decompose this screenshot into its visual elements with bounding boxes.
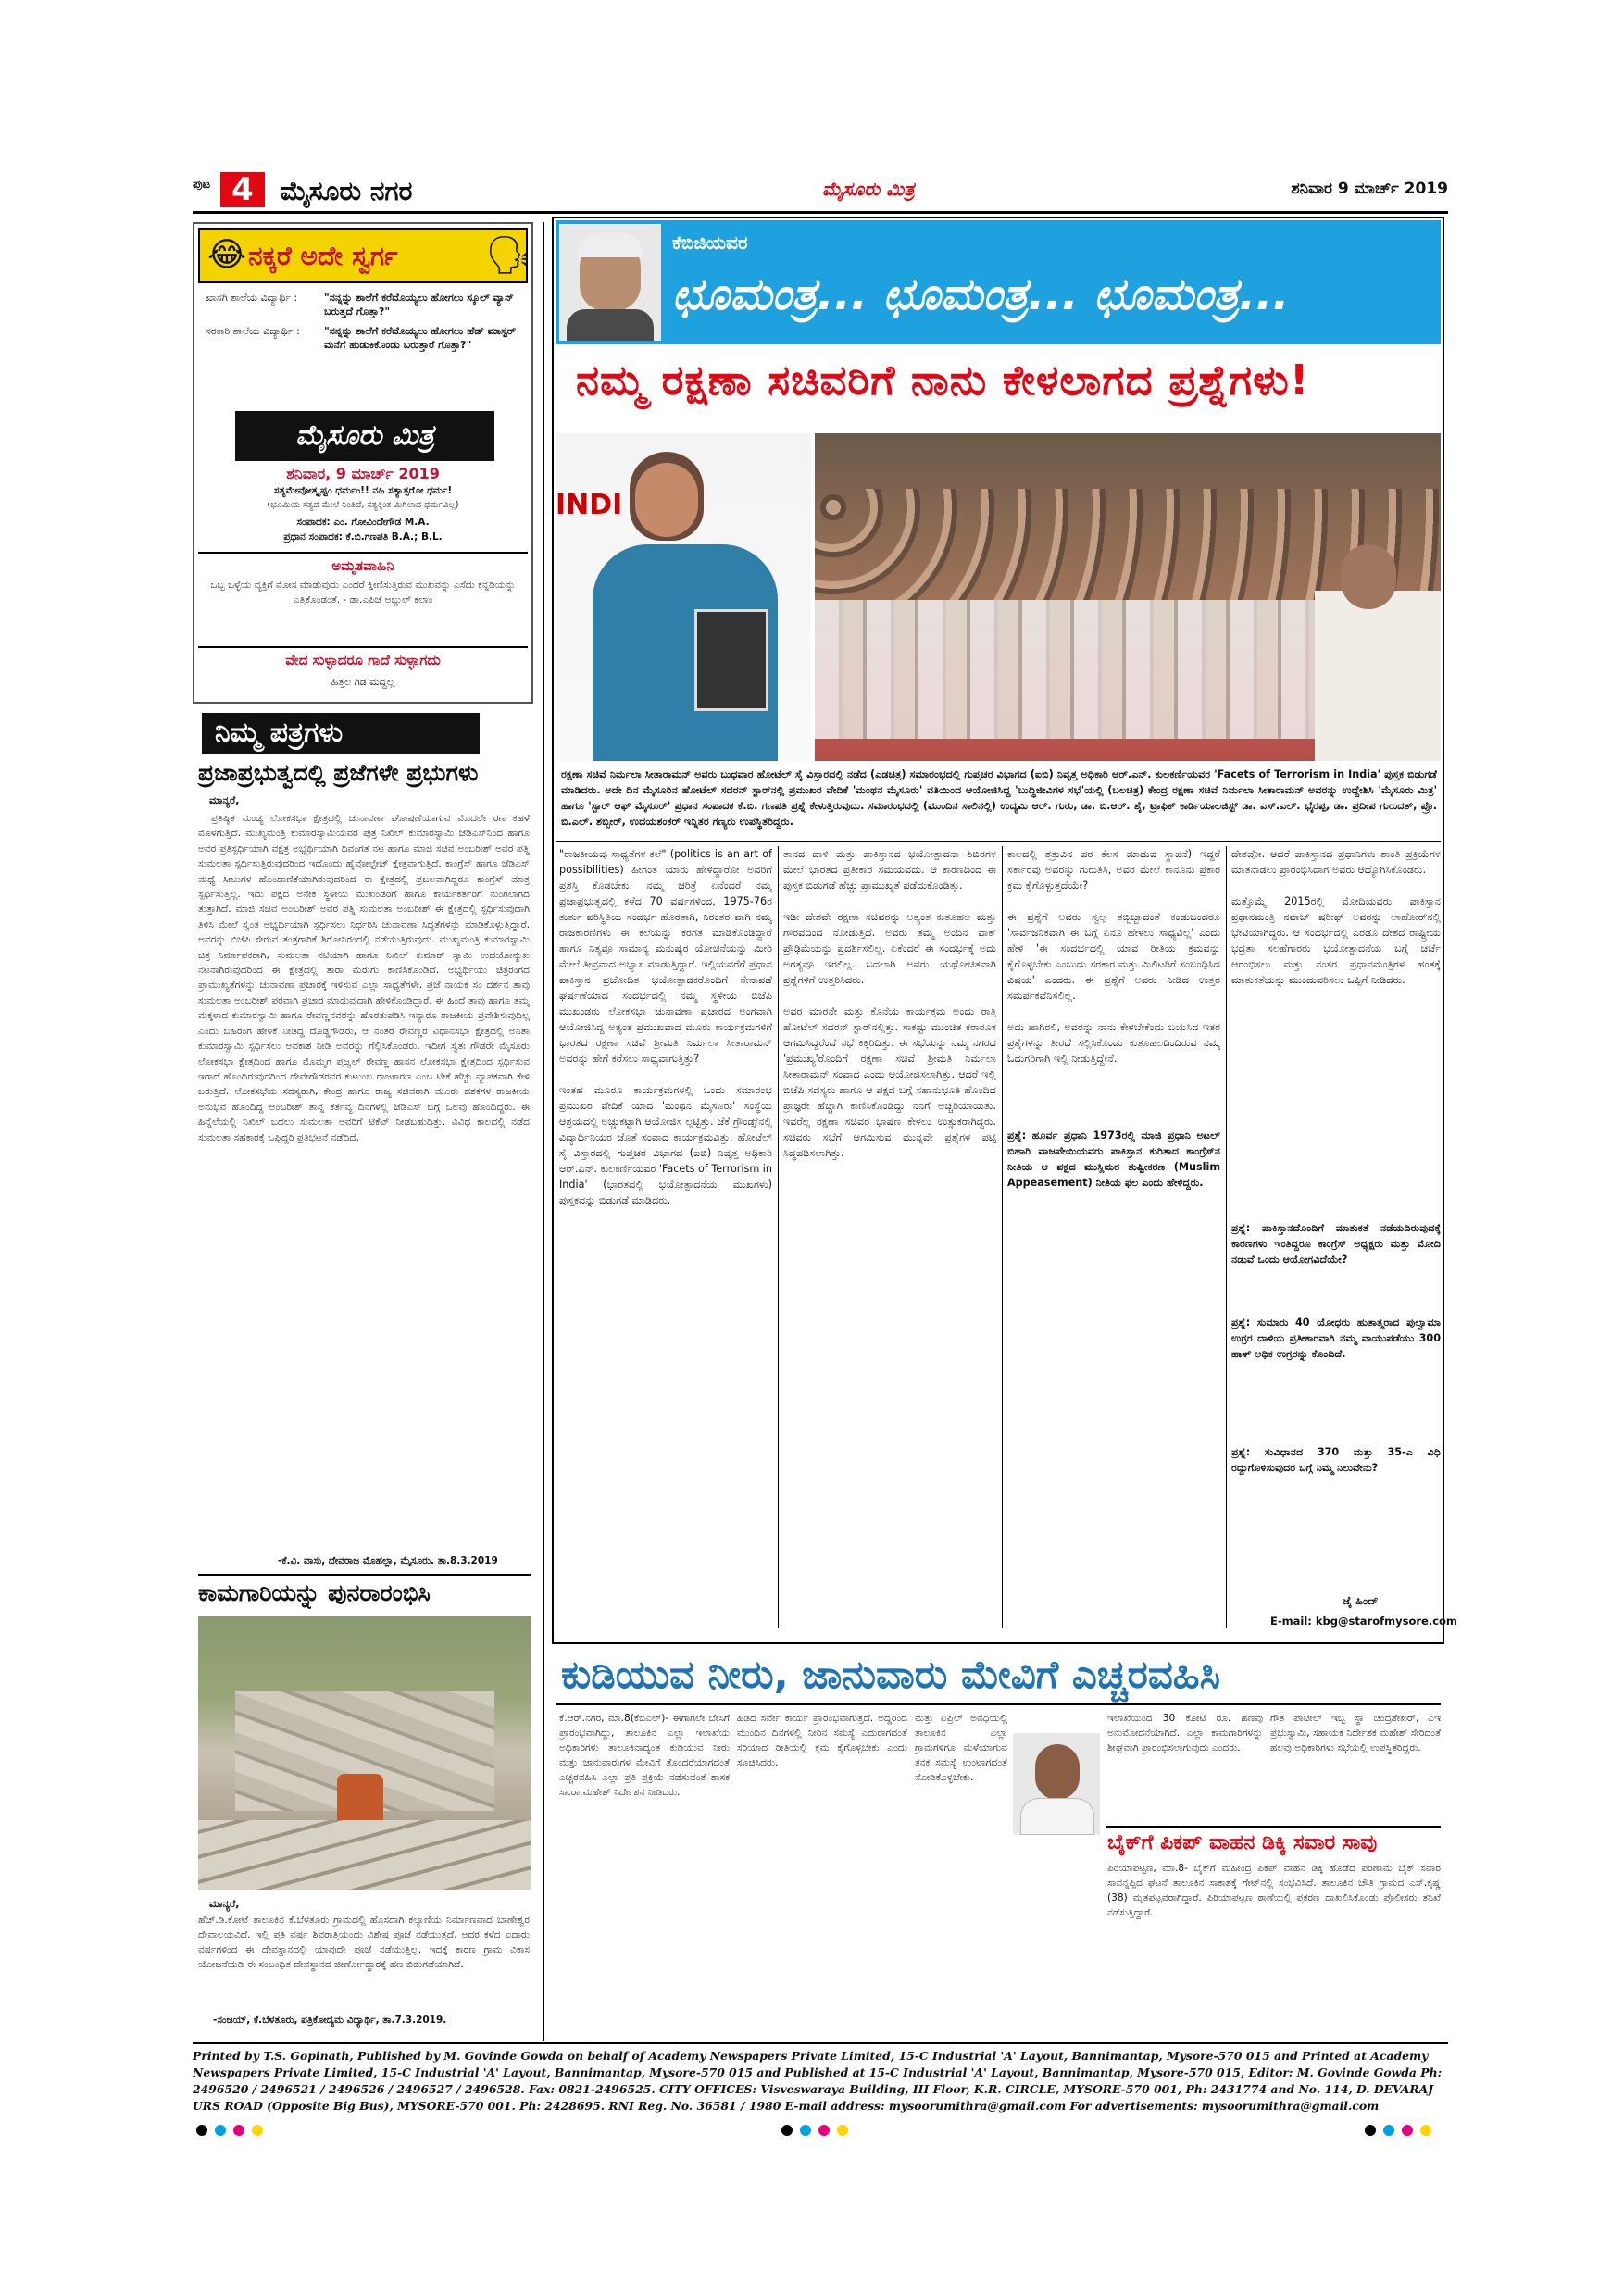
letters-banner: ನಿಮ್ಮ ಪತ್ರಗಳು	[202, 713, 480, 754]
laughing-face-icon: 😂	[207, 236, 247, 274]
column-rule	[543, 222, 544, 2041]
divider	[198, 1574, 531, 1576]
letter-title: ಪ್ರಜಾಪ್ರಭುತ್ವದಲ್ಲಿ ಪ್ರಜೆಗಳೇ ಪ್ರಭುಗಳು	[198, 759, 479, 786]
cartoon-figure-icon: 🗣	[485, 234, 532, 277]
column-kicker: ಛೂಮಂತ್ರ... ಛೂಮಂತ್ರ... ಛೂಮಂತ್ರ...	[672, 268, 1290, 320]
header-rule	[193, 211, 1448, 214]
water-headline: ಕುಡಿಯುವ ನೀರು, ಜಾನುವಾರು ಮೇವಿಗೆ ಎಚ್ಚರವಹಿಸಿ	[561, 1652, 1220, 1697]
water-column-4: ಇಲಾಖೆಯಿಂದ 30 ಕೋಟಿ ರೂ. ಹಣವು ಅನುಮೋದನೆಯಾಗಿದೆ. ಎಲ್ಲಾ ಕಾಮಗಾರಿಗಳನ್ನು ಶೀಘ್ರವಾಗಿ ಪ್ರಾರಂಭಿಸಲಾಗುವುದು ಎಂದರು.	[1107, 1713, 1263, 1753]
nakkare-joke	[206, 291, 526, 352]
temple-rubble-photo	[198, 1616, 531, 1890]
question-1: ಪ್ರಶ್ನೆ: ಹೂರ್ವ ಪ್ರಧಾನಿ 1973ರಲ್ಲಿ ಮಾಜಿ ಪ್ರಧಾನಿ ಅಟಲ್ ಬಿಹಾರಿ ವಾಜಪೇಯಿಯವರು ಪಾಕಿಸ್ತಾನ ಕುರಿತಾದ ಕಾಂಗ್ರೆಸ್‌ನ ನೀತಿಯ ಆ ಪಕ್ಷದ ಮುಸ್ಲಿಮರ ತುಷ್ಟೀಕರಣ (Muslim Appeasement) ನೀತಿಯ ಫಲ ಎಂದು ಹೇಳಿದ್ದರು.	[1007, 1129, 1220, 1189]
page-number-box: 4	[220, 172, 265, 207]
proverb-text: ಹಿತ್ತಲ ಗಿಡ ಮದ್ದಲ್ಲ	[331, 676, 395, 688]
column-rule	[778, 846, 779, 1628]
water-column-5: ಗೌತ ಪಾಟೀಲ್ ಇಬ್ಬ ಸ್ಥಾ ಚಂದ್ರಶೇಖರ್, ಎಇ ಪ್ರಭುಸ್ವಾಮಿ, ಸಹಾಯಕ ನಿರ್ದೇಶಕ ಮಹೇಶ್ ಸೇರಿದಂತೆ ಹಲವು ಅಧಿಕಾರಿಗಳು ಸಭೆಯಲ್ಲಿ ಉಪಸ್ಥಿತರಿದ್ದರು.	[1270, 1713, 1441, 1753]
joke-line: "ನನ್ನನ್ನು ಶಾಲೆಗೆ ಕರೆದೊಯ್ಯಲು ಹೋಗಲು ಹೆಡ್ ಮಾಸ್ಟರ್ ಮನೆಗೆ ಹುಡುಕಿಕೊಂಡು ಬರುತ್ತಾರೆ ಗೊತ್ತಾ?"	[324, 325, 517, 351]
registration-dots-center	[778, 2122, 852, 2140]
question-3: ಪ್ರಶ್ನೆ: ಸುಮಾರು 40 ಯೋಧರು ಹುತಾತ್ಮರಾದ ಪುಲ್ವಾಮಾ ಉಗ್ರರ ದಾಳಿಯ ಪ್ರತೀಕಾರವಾಗಿ ನಮ್ಮ ವಾಯುಪಡೆಯು 300 ಹಾಳ್ ಅಧಿಕ ಉಗ್ರರನ್ನು ಕೊಂದಿದೆ.	[1231, 1316, 1441, 1360]
article-column-3: ಕಾಲದಲ್ಲಿ ಶತ್ರುವಿನ ಪರ ಕೆಲಸ ಮಾಡುವ ಸ್ಥಾಪನೆ) ಇದ್ದರೆ ಸರ್ಕಾರವು ಅವರನ್ನು ಗುರುತಿಸಿ, ಅವರ ಮೇಲೆ ಕಾನೂನು ಪ್ರಕಾರ ಕ್ರಮ ಕೈಗೊಳ್ಳುತ್ತದೆಯೇ? ಈ ಪ್ರಶ್ನೆಗೆ ಅವರು ಸ್ವಲ್ಪ ತಬ್ಬಿಬ್ಬಾದಂತೆ ಕಂಡುಬಂದರೂ 'ಸಾರ್ವಜನಿಕವಾಗಿ ಈ ಬಗ್ಗೆ ಏನೂ ಹೇಳಲು ಸಾಧ್ಯವಿಲ್ಲ' ಎಂದು ಹೇಳಿ 'ಈ ಸಂದರ್ಭದಲ್ಲಿ ಯಾವ ರೀತಿಯ ಕ್ರಮವನ್ನು ಕೈಗೊಳ್ಳಬೇಕು ಎಂಬುದು ಸರಕಾರ ಮತ್ತು ಮಿಲಿಟರಿಗೆ ಸಂಬಂಧಿಸಿದ ವಿಷಯ' ಎಂದರು. ಈ ಪ್ರಶ್ನೆಗೆ ಅವರು ನೀಡಿದ ಉತ್ತರ ಸಮರ್ಪಕವೆನಿಸಲಿಲ್ಲ. ಅದು ಹಾಗಿರಲಿ, ಅವರನ್ನು ನಾನು ಕೇಳಬೇಕೆಂದು ಬಯಸಿದ ಇತರ ಪ್ರಶ್ನೆಗಳನ್ನು ತೀರದೆ ಸಲ್ಲಿಸಿಕೊಂಡು ಕುತೂಹಲದಿಂದಿರುವ ನಮ್ಮ ಓದುಗರಿಗಾಗಿ ಇಲ್ಲಿ ನೀಡುತ್ತಿದ್ದೇನೆ.	[1007, 848, 1220, 1065]
footer-imprint: Printed by T.S. Gopinath, Published by M. Govinde Gowda on behalf of Academy Newspapers Private Limited, 15-C Industrial 'A' Layout, Bannimantap, Mysore-570 015 and Printed at Academy Newspapers Private Limited, 15-C Industrial 'A' Layout, Bannimantap, Mysore-570 015 and Published at 15-C Industrial 'A' Layout, Bannimantap, Mysore-570 015, Editor: M. Govinde Gowda Ph: 2496520 / 2496521 / 2496526 / 2496527 / 2496528. Fax: 0821-2496525. CITY OFFICES: Visveswaraya Building, III Floor, K.R. CIRCLE, MYSORE-570 001, Ph: 2431774 and No. 114, D. DEVARAJ URS ROAD (Opposite Big Bus), MYSORE-570 001. Ph: 2428695. RNI Reg. No. 36581 / 1980 E-mail address: mysoorumithra@gmail.com For advertisements: mysoorumithra@gmail.com	[193, 2049, 1443, 2113]
accident-body: ಪಿರಿಯಾಪಟ್ಟಣ, ಮಾ.8- ಬೈಕ್‌ಗೆ ಮಹೀಂದ್ರ ಪಿಕಪ್ ವಾಹನ ಡಿಕ್ಕಿ ಹೊಡೆದ ಪರಿಣಾಮ ಬೈಕ್ ಸವಾರ ಸಾವನ್ನಪ್ಪಿದ ಘಟನೆ ತಾಲೂಕಿನ ಸಾಕಾಶಕ್ಕೆ ಗೇಟ್‌ನಲ್ಲಿ ಸಂಭವಿಸಿದೆ. ತಾಲೂಕಿನ ಚೌತಿ ಗ್ರಾಮದ ಎಸ್.ಕೃಷ್ಣ (38) ಮೃತಪಟ್ಟವರಾಗಿದ್ದಾರೆ. ಪಿರಿಯಾಪಟ್ಟಣ ಠಾಣೆಯಲ್ಲಿ ಪ್ರಕರಣ ದಾಖಲಿಸಿಕೊಂಡು ಪೊಲೀಸರು ತನಿಖೆ ನಡೆಸುತ್ತಿದ್ದಾರೆ.	[1107, 1863, 1441, 1918]
registration-dots-left	[193, 2122, 267, 2140]
header-date: ಶನಿವಾರ 9 ಮಾರ್ಚ್ 2019	[1291, 180, 1448, 198]
main-headline: ನಮ್ಮ ರಕ್ಷಣಾ ಸಚಿವರಿಗೆ ನಾನು ಕೇಳಲಾಗದ ಪ್ರಶ್ನೆಗಳು!	[576, 356, 1310, 405]
article-column-1: "ರಾಜಕೀಯವು ಸಾಧ್ಯತೆಗಳ ಕಲೆ" (politics is an art of possibilities) ಹೀಗಂತ ಯಾರು ಹೇಳಿದ್ದಾರೋ ಅವರಿಗೆ ಪ್ರಶಸ್ತಿ ಕೊಡಬೇಕು. ನಮ್ಮ ಚರಿತ್ರೆ ಏನೆಂದರೆ ನಮ್ಮ ಪ್ರಜಾಪ್ರಭುತ್ವದಲ್ಲಿ ಕಳೆದ 70 ವರ್ಷಗಳಿಂದ, 1975-76ರ ತುರ್ತು ಪರಿಸ್ಥಿತಿಯ ಸಂದರ್ಭ ಹೊರತಾಗಿ, ನಿರಂತರ ವಾಗಿ ನಮ್ಮ ರಾಜಕಾರಣಿಗಳು ಈ ಕಲೆಯನ್ನು ಕರಗತ ಮಾಡಿಕೊಂಡಿದ್ದಾರೆ ಹಾಗೂ ನಿತ್ಯವೂ ಸಾಮಾನ್ಯ ಮನುಷ್ಯರ ಯೋಚನೆಯನ್ನು ಮೀರಿ ಮೇಲೆ ತೀವ್ರವಾದ ಅಭ್ಯಾಸ ಮಾಡುತ್ತಿದ್ದಾರೆ. ಇಲ್ಲಿಯವರೆಗೆ ಪ್ರಧಾನ ಪಾಕಿಸ್ತಾನ ಪ್ರಚೋದಿತ ಭಯೋತ್ಪಾದಕರೊಂದಿಗೆ ಸೇನಾಪಡೆ ಘರ್ಷಣೆಯಾದ ಸಂದರ್ಭದಲ್ಲಿ ನಮ್ಮ ಸ್ಥಳೀಯ ಬಿಜೆಪಿ ಮುಖಂಡರು ಲೋಕಸಭಾ ಚುನಾವಣಾ ಪ್ರಚಾರದ ಅಂಗವಾಗಿ ಆಯೋಜಿಸಿದ್ದ ಅತ್ಯಂತ ಪ್ರಮುಖವಾದ ಮೂರು ಕಾರ್ಯಕ್ರಮಗಳಿಗೆ ಭಾರತದ ರಕ್ಷಣಾ ಸಚಿವೆ ಶ್ರೀಮತಿ ನಿರ್ಮಲಾ ಸೀತಾರಾಮನ್ ಅವರನ್ನು ಹೇಗೆ ಕರೆಸಲು ಸಾಧ್ಯವಾಗುತ್ತಿತ್ತು? ಇಂತಹ ಮೂರೂ ಕಾರ್ಯಕ್ರಮಗಳಲ್ಲಿ ಒಂದು ಸಮಾರಂಭ ಪ್ರಮುಖರ ವೇದಿಕೆ ಯಾದ 'ಮಂಥನ ಮೈಸೂರು' ಸಂಸ್ಥೆಯ ಆಶ್ರಯದಲ್ಲಿ ಅಚ್ಚುಕಟ್ಟಾಗಿ ಆಯೋಜಿಸ ಲ್ಪಟ್ಟಿತ್ತು. ಜೆಕೆ ಗ್ರೌಂಡ್ಸ್‌ನಲ್ಲಿ ವಿದ್ಯಾರ್ಥಿನಿಯರ ಜೊತೆ ಸಂವಾದ ಕಾರ್ಯಕ್ರಮವಿತ್ತು. ಹೋಟೆಲ್ ಸೈ ವಿಸ್ತಾರದಲ್ಲಿ ಗುಪ್ತಚರ ವಿಭಾಗದ (ಐಬಿ) ನಿವೃತ್ತ ಅಧಿಕಾರಿ ಆರ್.ಎನ್. ಕುಲಕರ್ಣಿಯವರ 'Facets of Terrorism in India' (ಭಾರತದಲ್ಲಿ ಭಯೋತ್ಪಾದನೆಯ ಮುಖಗಳು) ಪುಸ್ತಕವನ್ನು ಬಿಡುಗಡೆ ಮಾಡಿದರು.	[559, 848, 772, 1206]
column-signoff: ಜೈ ಹಿಂದ್	[1343, 1594, 1379, 1607]
joke-line: "ನನ್ನನ್ನು ಶಾಲೆಗೆ ಕರೆದೊಯ್ಯಲು ಹೋಗಲು ಸ್ಕೂಲ್ ವ್ಯಾನ್ ಬರುತ್ತದೆ ಗೊತ್ತಾ?"	[324, 292, 514, 318]
column-rule	[1226, 846, 1227, 1628]
accident-headline: ಬೈಕ್‌ಗೆ ಪಿಕಪ್ ವಾಹನ ಡಿಕ್ಕಿ ಸವಾರ ಸಾವು	[1107, 1831, 1378, 1854]
columnist-email: E-mail: kbg@starofmysore.com	[1270, 1615, 1457, 1628]
masthead-logo-block: ಮೈಸೂರು ಮಿತ್ರ	[235, 411, 494, 461]
kamagari-signature: -ಸಂಜಯ್, ಕೆ.ಬೆಳತೂರು, ಪತ್ರಿಕೋದ್ಯಮ ವಿದ್ಯಾರ್ಥಿ, ತಾ.7.3.2019.	[213, 2015, 447, 2026]
column-rule	[1002, 846, 1003, 1628]
chief-editor-line: ಪ್ರಧಾನ ಸಂಪಾದಕ: ಕೆ.ಬಿ.ಗಣಪತಿ B.A.; B.L.	[283, 531, 443, 543]
page-label: ಪುಟ	[193, 178, 211, 192]
amrutha-text: ಒಬ್ಬ ಒಳ್ಳೆಯ ವ್ಯಕ್ತಿಗೆ ಮೋಸ ಮಾಡುವುದು ಎಂದರೆ ಕ್ಷೀಣಿಸುತ್ತಿರುವ ಮುಖವನ್ನು ಎಸೆದು ಕನ್ನಡಿಯನ್ನು ಎತ್ತಿಕೊಂಡಂತೆ. - ಡಾ.ಎಪಿಜೆ ಅಬ್ದುಲ್ ಕಲಾಂ	[210, 580, 516, 605]
masthead-date: ಶನಿವಾರ, 9 ಮಾರ್ಚ್ 2019	[286, 465, 440, 482]
water-column-3: ಮತ್ತು ಏಪ್ರಿಲ್ ಅವಧಿಯಲ್ಲಿ ತಾಲೂಕಿನ ಎಲ್ಲಾ ಗ್ರಾಮಗಳಿಗೂ ಮಳೆಯಾಗುವ ತನಕ ಸಮಸ್ಯೆ ಉಂಟಾಗದಂತೆ ನೋಡಿಕೊಳ್ಳಬೇಕು.	[915, 1713, 1007, 1783]
question-4: ಪ್ರಶ್ನೆ: ಸುವಿಧಾನದ 370 ಮತ್ತು 35-ಎ ವಿಧಿ ರದ್ದುಗೊಳಿಸುವುದರ ಬಗ್ಗೆ ನಿಮ್ಮ ನಿಲುವೇನು?	[1231, 1446, 1441, 1474]
letter-body: ಪ್ರತಿಷ್ಠಿತ ಮಂಡ್ಯ ಲೋಕಸಭಾ ಕ್ಷೇತ್ರದಲ್ಲಿ ಚುನಾವಣಾ ಘೋಷಣೆಯಾಗುವ ಮೊದಲೇ ರಣ ಕಹಳೆ ಮೊಳಗುತ್ತಿದೆ. ಮುಖ್ಯಮಂತ್ರಿ ಕುಮಾರಸ್ವಾಮಿಯವರ ಪುತ್ರ ನಿಖಿಲ್ ಕುಮಾರಸ್ವಾಮಿ ಜೆಡಿಎಸ್‌ನಿಂದ ಹಾಗೂ ಅವರ ಪ್ರತಿಸ್ಪರ್ಧಿಯಾಗಿ ವಕ್ಷತ್ರ ಅಭ್ಯರ್ಥಿಯಾಗಿ ದಿವಂಗತ ನಟ ಹಾಗೂ ಮಾಜಿ ಸಚಿವ ಅಂಬರೀಶ್ ಅವರ ಪತ್ನಿ ಸುಮಲತಾ ಸ್ಪರ್ಧಿಸುತ್ತಿರುವುದರಿಂದ ಇದೊಂದು ಹೈವೋಲ್ಟೇಜ್ ಕ್ಷೇತ್ರವಾಗುತ್ತಿದೆ. ಕಾಂಗ್ರೆಸ್ ಹಾಗೂ ಜೆಡಿಎಸ್ ಮಧ್ಯೆ ಸೀಟುಗಳ ಹೊಂದಾಣಿಕೆಯಾಗಿರುವುದರಿಂದ ಈ ಕ್ಷೇತ್ರದಲ್ಲಿ ಪ್ರಬಲವಾಗಿದ್ದರೂ ಕಾಂಗ್ರೆಸ್ ಮಾತ್ರ ಸ್ಪರ್ಧಿಸುತ್ತಿಲ್ಲ. ಇದು ಪಕ್ಷದ ಅನೇಕ ಸ್ಥಳೀಯ ಮುಖಂಡರಿಗೆ ಹಾಗೂ ಕಾರ್ಯಕರ್ತರಿಗೆ ನುಂಗಲಾಗದ ತುತ್ತಾಗಿದೆ. ಮಾಜಿ ಸಚಿವ ಅಂಬರೀಶ್ ಅವರ ಪತ್ನಿ ಸುಮಲತಾ ಅಂಬರೀಶ್ ಈ ಕ್ಷೇತ್ರದಲ್ಲಿ ಸ್ಪರ್ಧಿಸುವುದಾಗಿ ತಿಳಿಸಿ ಮೇಲೆ ಸ್ವಂತ ಅಭ್ಯರ್ಥಿಯಾಗಿ ಸ್ಪರ್ಧಿಸಲು ನಿರ್ಧರಿಸಿ ಚುನಾವಣಾ ಸಿದ್ಧತೆಗಳನ್ನು ಮಾಡಿಕೊಳ್ಳುತ್ತಿದ್ದಾರೆ. ಅವರನ್ನು ಬಿಜೆಪಿ ಸೇರುವ ತಂತ್ರಗಾರಿಕೆ ಶಿರೋನಿರಂದಲ್ಲಿ ನಡೆಯುತ್ತಿರುವುದು. ಮುಖ್ಯಮಂತ್ರಿ ಕುಮಾರಸ್ವಾಮಿ ಚಿತ್ರ ನಿರ್ಮಾಪಕರಾಗಿ, ಸುಮಲತಾ ನಟಿಯಾಗಿ ಹಾಗೂ ನಿಖಿಲ್ ಕುಮಾರ್ ಸ್ವಾಮಿ ಉದಯೋನ್ಮುಖ ನಟನಾಗಿರುವುದರಿಂದ ಈ ಕ್ಷೇತ್ರದಲ್ಲಿ ತಾರಾ ಮೆರುಗು ಕಾಣಿಸಿಕೊಂಡಿದೆ. ಅಭ್ಯರ್ಥಿಯು ಚಿತ್ರರಂಗದ ಪ್ರಾಮುಖ್ಯತೆಗಳನ್ನು ಚುನಾವಣಾ ಪ್ರಚಾರಕ್ಕೆ ಇಳಿಸುವ ಎಲ್ಲಾ ಸಾಧ್ಯತೆಗಳೇ. ಪ್ರಜೆ ನಾಯಕ ಸಂ ದರ್ಶನ ತಾವು ಸುಮಲತಾ ಅಂಬರೀಶ್ ಪರವಾಗಿ ಪ್ರಚಾರ ಮಾಡುವುದಾಗಿ ಹೇಳಿಕೊಂಡಿದ್ದಾರೆ. ಈ ಹಿಂದೆ ತಾವು ಹಾಗೂ ತಮ್ಮ ಮಕ್ಕಳಾದ ಕುಮಾರಸ್ವಾಮಿ ಹಾಗೂ ರೇವಣ್ಣನವರನ್ನು ಹೊರತುಪಡಿಸಿ ಇನ್ಯಾರೂ ರಾಜಕೀಯ ಪ್ರವೇಶಿಸುವುದಿಲ್ಲ ಎಂದು ಬಹಿರಂಗ ಹೇಳಿಕೆ ನೀಡಿದ್ದ ದೊಡ್ಡಗೌಡರು, ಆ ನಂತರ ರೇವಣ್ಣರ ವಿಧಾನಸಭಾ ಕ್ಷೇತ್ರದಲ್ಲಿ ಅನಿತಾ ಕುಮಾರಸ್ವಾಮಿ ಸ್ಪರ್ಧಿಸಲು ಅವಕಾಶ ನೀಡಿ ಅವರನ್ನು ಗೆಲ್ಲಿಸಿಕೊಂಡರು. ಇದೀಗ ಸ್ವತಃ ಗೌಡರೇ ಮೈಸೂರು ಲೋಕಸಭಾ ಕ್ಷೇತ್ರದಿಂದ ಹಾಗೂ ಮೊಮ್ಮಗ ಪ್ರಜ್ವಲ್ ರೇವಣ್ಣ ಹಾಸನ ಲೋಕಸಭಾ ಕ್ಷೇತ್ರದಿಂದ ಸ್ಪರ್ಧಿಸುವ ಇರಾದೆ ಹೊಂದಿರುವುದರಿಂದ ದೇವೇಗೌಡರವರ ಕುಟುಂಬ ರಾಜಕಾರಣ ಎಂಬ ಟೀಕೆ ಹೆಚ್ಚು ವ್ಯಾಪಕವಾಗಿ ಕೇಳಿ ಬರುತ್ತಿದೆ. ಲೋಕಸಭೆಯ ಸದಸ್ಯರಾಗಿ, ಕೇಂದ್ರ ಹಾಗೂ ರಾಜ್ಯ ಸಚಿವರಾಗಿ ಮೂರು ದಶಕಗಳ ರಾಜಕೀಯ ಅನುಭವ ಹೊಂದಿದ್ದ ಅಂಬರೀಶ್ ತಾನ್ನ ಕರ್ತವ್ಯ ದಿನಗಳಲ್ಲಿ ಜೆಡಿಎಸ್ ಬಗ್ಗೆ ಒಲವು ಹೊಂದಿದ್ದರು. ಈ ಹಿನ್ನೆಲೆಯಲ್ಲಿ ನಿಖಿಲ್ ಬದಲು ಸುಮಲತಾ ಅವರಿಗೆ ಟಿಕೆಟ್ ನೀಡಬಹುದಿತ್ತು. ವಿವಿಧ ಕಾಲದಲ್ಲಿ ನಡೆದ ಸುಮಲತಾ ಸಹಕಾರಕ್ಕೆ ಒಪ್ಪಿದ್ದರಿ ಪ್ರತಿಭಟನೆ ನಡೆದಿದೆ.	[198, 813, 530, 1143]
article-column-2: ತಾನದ ದಾಳಿ ಮತ್ತು ಪಾಕಿಸ್ತಾನದ ಭಯೋತ್ಪಾದನಾ ಶಿಬಿರಗಳ ಮೇಲೆ ಭಾರತದ ಪ್ರತೀಕಾರ ಸಮಯವದು. ಆ ಕಾರಣದಿಂದ ಈ ಪುಸ್ತಕ ಬಿಡುಗಡೆ ಹೆಚ್ಚು ಪ್ರಾಮುಖ್ಯತೆ ಪಡೆದುಕೊಂಡಿತ್ತು. ಇಡೀ ದೇಶವೇ ರಕ್ಷಣಾ ಸಚಿವರನ್ನು ಅತ್ಯಂತ ಕುತೂಹಲ ಮತ್ತು ಗೌರವದಿಂದ ನೋಡುತ್ತಿದೆ. ಅವರು ತಮ್ಮ ಅಂದಿನ ವಾಕ್ ಪ್ರೌಢಿಮೆಯನ್ನು ಪ್ರದರ್ಶಿಸಲಿಲ್ಲ. ಏಕೆಂದರೆ ಈ ಸಂದರ್ಭಕ್ಕೆ ಅದು ಅಗತ್ಯವೂ ಇರಲಿಲ್ಲ. ಬದಲಾಗಿ ಅವರು ಯಥೋಚಿತವಾಗಿ ಪ್ರಶ್ನೆಗಳಿಗೆ ಉತ್ತರಿಸಿದರು. ಅವರ ಮಾರನೇ ಮತ್ತು ಕೊನೆಯ ಕಾರ್ಯಕ್ರಮ ಅಂದು ರಾತ್ರಿ ಹೋಟೆಲ್ ಸದರನ್ ಸ್ಟಾರ್‌ನಲ್ಲಿತ್ತು. ಸಾಕಷ್ಟು ಮುಂಚಿತ ಕರಾರೂಕ ಆಗಮಿಸಿದ್ದರೆಂದೆ ಸಭೆ ಕಿಕ್ಕಿರಿದಿತ್ತು. ಈ ಸಭೆಯನ್ನು ನಮ್ಮ ನಗರದ 'ಪ್ರಮುಖ್ಯ'ರೊಂದಿಗೆ ರಕ್ಷಣಾ ಸಚಿವೆ ಶ್ರೀಮತಿ ನಿರ್ಮಲಾ ಸೀತಾರಾಮನ್ ಸಂವಾದ ಎಂದು ಆಯೋಜಿಸಲಾಗಿತ್ತು. ಆದರೆ ಇಲ್ಲಿ ಬಿಜೆಪಿ ಸದಸ್ಯರು ಹಾಗೂ ಆ ಪಕ್ಷದ ಬಗ್ಗೆ ಸಹಾನುಭೂತಿ ಹೊಂದಿದ ಪ್ರಾಜ್ಞರೇ ಹೆಚ್ಚಾಗಿ ಕಾಣಿಸಿಕೊಂಡಿದ್ದು ನನಗೆ ಅಚ್ಚರಿಯಾಯಿತು. ಇವರೆಲ್ಲ ರಕ್ಷಣಾ ಸಚಿವರ ಭಾಷಣ ಕೇಳಲು ಉತ್ಸುಕರಾಗಿದ್ದರು. ಸಚಿವರು ಸಭೆಗೆ ಆಗಮಿಸುವ ಮುನ್ನವೇ ಪ್ರಶ್ನೆಗಳ ಪಟ್ಟಿ ಸಿದ್ಧಪಡಿಸಲಾಗಿತ್ತು.	[783, 848, 996, 1159]
kamagari-salutation: ಮಾನ್ಯರೆ,	[209, 1898, 240, 1910]
column-author: ಕೆಬಿಜಿಯವರ	[672, 231, 748, 254]
photo-caption: ರಕ್ಷಣಾ ಸಚಿವೆ ನಿರ್ಮಲಾ ಸೀತಾರಾಮನ್ ಅವರು ಬುಧವಾರ ಹೋಟೆಲ್ ಸೈ ವಿಸ್ತಾರದಲ್ಲಿ ನಡೆದ (ಎಡಚಿತ್ರ) ಸಮಾರಂಭದಲ್ಲಿ ಗುಪ್ತಚರ ವಿಭಾಗದ (ಐಬಿ) ನಿವೃತ್ತ ಅಧಿಕಾರಿ ಆರ್.ಎನ್. ಕುಲಕರ್ಣಿಯವರ 'Facets of Terrorism in India' ಪುಸ್ತಕ ಬಿಡುಗಡೆ ಮಾಡಿದರು. ಅದೇ ದಿನ ಮೈಸೂರಿನ ಹೋಟೆಲ್ ಸದರನ್ ಸ್ಟಾರ್‌ನಲ್ಲಿ ಪ್ರಮುಖರ ವೇದಿಕೆ 'ಮಂಥನ ಮೈಸೂರು' ವತಿಯಿಂದ ಆಯೋಜಿಸಿದ್ದ 'ಬುದ್ಧಿಜೀವಿಗಳ ಸಭೆ'ಯಲ್ಲಿ (ಬಲಚಿತ್ರ) ಕೇಂದ್ರ ರಕ್ಷಣಾ ಸಚಿವೆ ನಿರ್ಮಲಾ ಸೀತಾರಾಮನ್ ಅವರನ್ನು ಉದ್ದೇಶಿಸಿ 'ಮೈಸೂರು ಮಿತ್ರ' ಹಾಗೂ 'ಸ್ಟಾರ್ ಆಫ್ ಮೈಸೂರ್' ಪ್ರಧಾನ ಸಂಪಾದಕ ಕೆ.ಬಿ. ಗಣಪತಿ ಪ್ರಶ್ನೆ ಕೇಳುತ್ತಿರುವುದು. ಸಮಾರಂಭದಲ್ಲಿ (ಮುಂದಿನ ಸಾಲಿನಲ್ಲಿ) ಉದ್ಯಮಿ ಆರ್. ಗುರು, ಡಾ. ಬಿ.ಆರ್. ಶೈ, ಟ್ರಾಫಿಕ್ ಕಾರ್ಡಿಯಾಲಜಿಸ್ಟ್ ಡಾ. ಎಸ್.ಎಲ್. ಭೈರಪ್ಪ, ಡಾ. ಪ್ರದೀಪ ಗುರುದತ್, ಪ್ರೊ. ಬಿ.ಎಲ್. ಶಬ್ಬೀರ್, ಉದಯಶಂಕರ್ ಇನ್ನಿತರ ಗಣ್ಯರು ಉಪಸ್ಥಿತರಿದ್ದರು.	[561, 768, 1437, 828]
kamagari-body: ಹೆಚ್.ಡಿ.ಕೋಟೆ ತಾಲೂಕಿನ ಕೆ.ಬೆಳತೂರು ಗ್ರಾಮದಲ್ಲಿ ಹೊಸದಾಗಿ ಕಲ್ಯಾಣಿಯ ನಿರ್ಮಾಣವಾದ ಬಾಣೇಶ್ವರ ದೇವಾಲಯವಿದೆ. ಇಲ್ಲಿ ಪ್ರತಿ ವರ್ಷ ಶಿವರಾತ್ರಿಯಂದು ವಿಶೇಷ ಪೂಜೆ ನಡೆಯುತ್ತದೆ. ಅದರ ಕಳೆದ ಐದಾರು ವರ್ಷಗಳಿಂದ ಈ ದೇವಸ್ಥಾನದಲ್ಲಿ ಯಾವುದೇ ಪೂಜೆ ನಡೆಯುತ್ತಿಲ್ಲ. ಇದಕ್ಕೆ ಕಾರಣ ಗ್ರಾಮ ವಿಕಾಸ ಯೋಜನೆಯಡಿ ಈ ಸಂಬಂಧಿತ ದೇವಸ್ಥಾನದ ಜೀರ್ಣೋದ್ಧಾರಕ್ಕೆ ಹಣ ಬಿಡುಗಡೆಯಾಗಿದೆ.	[198, 1915, 530, 1970]
divider	[198, 552, 528, 554]
masthead-motto-sub: (ಭೂಮಿಯ ಸತ್ಯದ ಮೇಲೆ ನಿಂತಿದೆ, ಸತ್ಯಕ್ಕಿಂತ ಮಿಗಿಲಾದ ಧರ್ಮವಿಲ್ಲ)	[267, 500, 459, 510]
question-2: ಪ್ರಶ್ನೆ: ಪಾಕಿಸ್ತಾನದೊಂದಿಗೆ ಮಾತುಕತೆ ನಡೆಯದಿರುವುದಕ್ಕೆ ಕಾರಣಗಳು ಇಂತಿದ್ದರೂ ಕಾಂಗ್ರೆಸ್ ಅಧ್ಯಕ್ಷರು ಮತ್ತು ಮೋದಿ ನಡುವೆ ಒಂದು ಆಯೋಗವಿದೆಯೇ?	[1231, 1222, 1441, 1266]
article-column-4: ದೇಶವೋ. ಆದರೆ ಪಾಕಿಸ್ತಾನದ ಪ್ರಧಾನಿಗಳು ಶಾಂತಿ ಪ್ರಕ್ರಿಯೆಗಳ ಮಾತನಾಡಲು ಪ್ರಾರಂಭಿಸಿದಾಗ ಅವರು ಆದ್ಯೊಗಿಸಿಕೊಂಡರು. ಮತ್ತೊಮ್ಮೆ 2015ರಲ್ಲಿ ಮೋದಿಯವರು ಪಾಕಿಸ್ತಾನ ಪ್ರಧಾನಮಂತ್ರಿ ನವಾಜ್ ಷರೀಫ್ ಅವರನ್ನು ಲಾಹೋರ್‌ನಲ್ಲಿ ಭೇಟಿಯಾಗಿದ್ದರು. ಆ ಸಂದರ್ಭದಲ್ಲಿ ಎರಡೂ ದೇಶದ ರಾಷ್ಟ್ರೀಯ ಭದ್ರತಾ ಸಲಹೆಗಾರರು ಭಯೋತ್ಪಾದನೆಯ ಬಗ್ಗೆ ಚರ್ಚೆ ಆರಂಭಿಸಲು ಮತ್ತು ನಂತರ ಪ್ರಧಾನಮಂತ್ರಿಗಳ ಹಂತಕ್ಕೆ ಮಾತುಕತೆಯನ್ನು ಮುಂದುವರಿಸಲು ಒಪ್ಪಿಗೆ ನೀಡಿದರು.	[1231, 848, 1441, 986]
amrutha-title: ಅಮೃತವಾಹಿನಿ	[331, 557, 394, 574]
water-column-1: ಕೆ.ಆರ್.ನಗರ, ಮಾ.8(ಕೆಬಿಎಲ್)- ಈಗಾಗಲೇ ಬೇಸಿಗೆ ಪ್ರಾರಂಭವಾಗಿದ್ದು, ತಾಲೂಕಿನ ಎಲ್ಲಾ ಇಲಾಖೆಯ ಅಧಿಕಾರಿಗಳು ತಾಲೂಕಿನಾದ್ಯಂತ ಕುಡಿಯುವ ನೀರು ಮತ್ತು ಜಾನುವಾರುಗಳ ಮೇವಿಗೆ ತೊಂದರೆಯಾಗದಂತೆ ಎಚ್ಚರವಹಿಸಿ ಎಲ್ಲಾ ಪ್ರತಿ ಪ್ರಕ್ರಿಯೆ ನಡೆಸುವಂತೆ ಶಾಸಕ ಸಾ.ರಾ.ಮಹೇಶ್ ನಿರ್ದೇಶನ ನೀಡಿದರು.	[559, 1713, 730, 1798]
editor-line: ಸಂಪಾದಕ: ಎಂ. ಗೋವಿಂದೇಗೌಡ M.A.	[296, 517, 430, 528]
letter-salutation: ಮಾನ್ಯರೆ,	[209, 794, 240, 806]
letter-signature: -ಕೆ.ವಿ. ವಾಸು, ದೇವರಾಜ ಮೊಹಲ್ಲಾ, ಮೈಸೂರು. ತಾ.8.3.2019	[278, 1555, 498, 1566]
kamagari-title: ಕಾಮಗಾರಿಯನ್ನು ಪುನರಾರಂಭಿಸಿ	[198, 1579, 431, 1606]
mla-portrait	[1013, 1733, 1100, 1835]
masthead-small: ಮೈಸೂರು ಮಿತ್ರ	[822, 178, 915, 200]
joke-speaker: ಸರಕಾರಿ ಶಾಲೆಯ ವಿದ್ಯಾರ್ಥಿ :	[206, 325, 300, 337]
minister-book-photo: INDI	[556, 433, 811, 761]
registration-dots-right	[1361, 2122, 1435, 2140]
nakkare-title: ನಕ್ಕರೆ ಅದೇ ಸ್ವರ್ಗ	[248, 241, 398, 271]
joke-speaker: ಖಾಸಗಿ ಶಾಲೆಯ ವಿದ್ಯಾರ್ಥಿ :	[206, 292, 298, 304]
divider	[556, 841, 1441, 842]
divider	[556, 1703, 1441, 1705]
footer-rule	[193, 2042, 1448, 2044]
columnist-portrait	[559, 224, 661, 341]
masthead-motto: ಸತ್ಯಮೇವೋತ್ಕೃಷ್ಟಂ ಧರ್ಮಂ!! ನಹಿ ಸತ್ಯಾತ್ಪರೋ ಧರ್ಮ!	[273, 485, 453, 496]
divider	[198, 646, 528, 648]
proverb-title: ವೇದ ಸುಳ್ಳಾದರೂ ಗಾದೆ ಸುಳ್ಳಾಗದು	[285, 652, 441, 668]
water-column-2: ಹಿಡಿದ ಸರ್ವೇ ಕಾರ್ಯ ಪ್ರಾರಂಭವಾಗುತ್ತದೆ. ಅದ್ದರಿಂದ ಮುಂದಿನ ದಿನಗಳಲ್ಲಿ ನೀರಿನ ಸಮಸ್ಯೆ ಎದುರಾಗದಂತೆ ಸರಿಯಾದ ರೀತಿಯಲ್ಲಿ ಕ್ರಮ ಕೈಗೊಳ್ಳಬೇಕು ಎಂದು ಸೂಚಿಸಿದರು.	[737, 1713, 907, 1768]
nakkare-title-bar	[198, 228, 532, 283]
divider	[1106, 1826, 1441, 1828]
section-title: ಮೈಸೂರು ನಗರ	[281, 176, 413, 206]
audience-photo	[815, 433, 1441, 761]
page-header	[193, 172, 1448, 209]
